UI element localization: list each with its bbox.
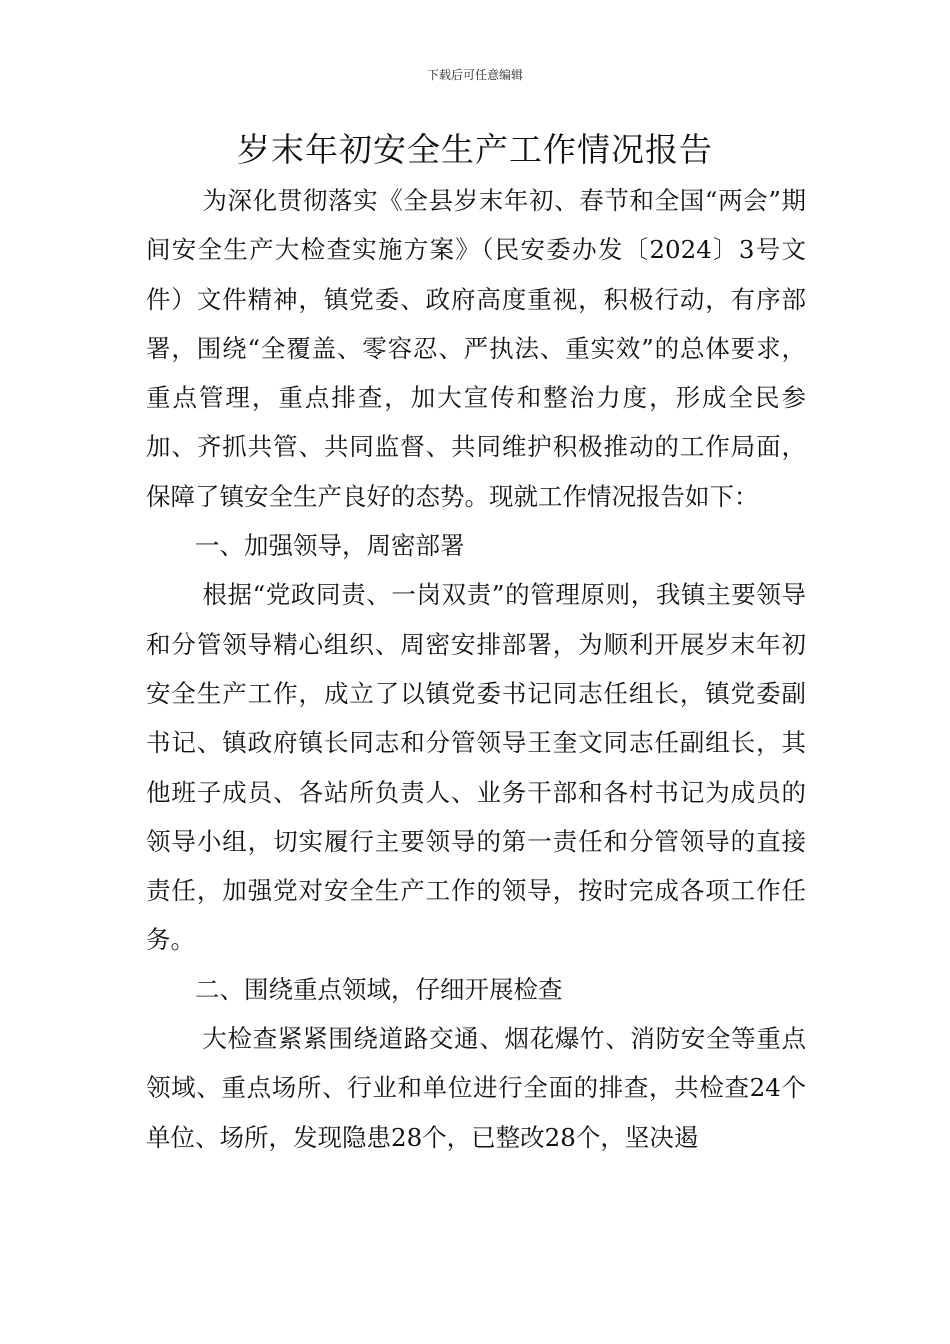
header-note: 下载后可任意编辑 xyxy=(426,68,523,82)
section-heading-1: 一、加强领导，周密部署 xyxy=(195,531,465,561)
intro-paragraph: 为深化贯彻落实《全县岁末年初、春节和全国“两会”期间安全生产大检查实施方案》（民安委办发〔2024〕3号文件）文件精神，镇党委、政府高度重视，积极行动，有序部署，围绕“全覆盖、零容忍、严执法、重实效”的总体要求，重点管理，重点排查，加大宣传和整治力度，形成全民参加、齐抓共管、共同监督、共同维护积极推动的工作局面，保障了镇安全生产良好的态势。现就工作情况报告如下： xyxy=(146,186,806,511)
section-heading-2: 二、围绕重点领域，仔细开展检查 xyxy=(195,974,563,1004)
document-title: 岁末年初安全生产工作情况报告 xyxy=(237,130,713,169)
document-body xyxy=(146,176,806,1162)
section-2-paragraph: 大检查紧紧围绕道路交通、烟花爆竹、消防安全等重点领域、重点场所、行业和单位进行全面的排查，共检查24个单位、场所，发现隐患28个，已整改28个，坚决遏 xyxy=(146,1024,806,1152)
section-1-paragraph: 根据“党政同责、一岗双责”的管理原则，我镇主要领导和分管领导精心组织、周密安排部署，为顺利开展岁末年初安全生产工作，成立了以镇党委书记同志任组长，镇党委副书记、镇政府镇长同志和分管领导王奎文同志任副组长，其他班子成员、各站所负责人、业务干部和各村书记为成员的领导小组，切实履行主要领导的第一责任和分管领导的直接责任，加强党对安全生产工作的领导，按时完成各项工作任务。 xyxy=(146,580,806,955)
